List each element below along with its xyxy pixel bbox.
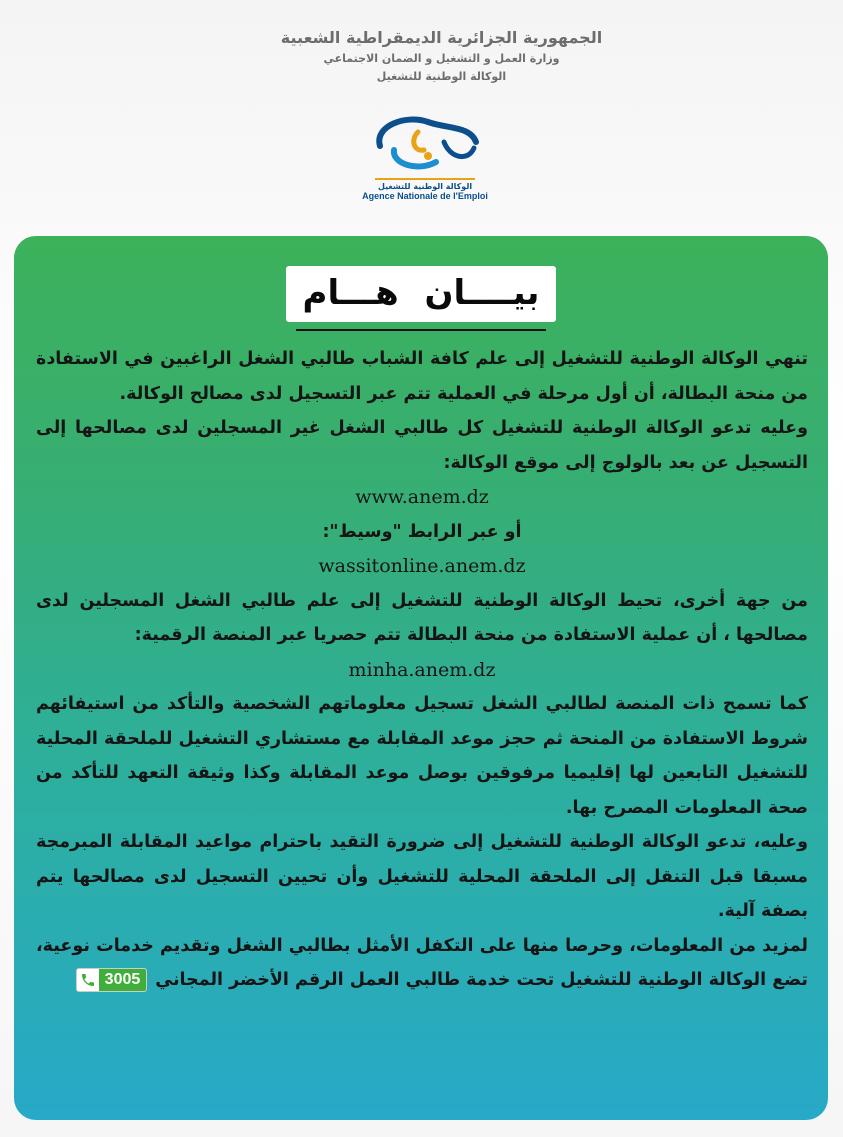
paragraph-3: أو عبر الرابط "وسيط": — [322, 521, 522, 542]
agency-name: الوكالة الوطنية للتشغيل — [376, 70, 507, 83]
anem-logo-mark — [366, 112, 484, 176]
announcement-panel — [14, 236, 828, 1120]
republic-name: الجمهورية الجزائرية الديمقراطية الشعبية — [280, 28, 603, 47]
paragraph-2: وعليه تدعو الوكالة الوطنية للتشغيل كل طالبي الشغل غير المسجلين لدى مصالحها إلى التسجيل عن بعد بالولوج إلى موقع الوكالة: — [36, 418, 808, 473]
announcement-body — [36, 342, 808, 998]
ministry-header — [0, 26, 843, 86]
ministry-name: وزارة العمل و التشغيل و الضمان الاجتماعي — [323, 52, 560, 65]
logo-french-name: Agence Nationale de l'Emploi — [362, 191, 488, 201]
paragraph-7 — [36, 929, 808, 998]
green-number: 3005 — [99, 969, 147, 991]
link-minha[interactable]: minha.anem.dz — [348, 658, 496, 681]
paragraph-4: من جهة أخرى، تحيط الوكالة الوطنية للتشغيل إلى علم طالبي الشغل المسجلين لدى مصالحها ، أن عملية الاستفادة من منحة البطالة تتم حصريا عبر المنصة الرقمية: — [36, 590, 808, 645]
link-wassit[interactable]: wassitonline.anem.dz — [318, 555, 526, 577]
title-underline — [296, 329, 546, 331]
paragraph-1: تنهي الوكالة الوطنية للتشغيل إلى علم كافة الشباب طالبي الشغل الراغبين في الاستفادة من منحة البطالة، أن أول مرحلة في العملية تتم عبر التسجيل لدى مصالح الوكالة. — [36, 349, 808, 404]
logo-divider — [375, 178, 475, 180]
phone-icon — [77, 969, 99, 991]
paragraph-6: وعليه، تدعو الوكالة الوطنية للتشغيل إلى ضرورة التقيد باحترام مواعيد المقابلة المبرمجة مسبقا قبل التنقل إلى الملحقة المحلية للتشغيل وأن تحيين التسجيل لدى مصالحها يتم بصفة آلية. — [36, 832, 808, 921]
anem-logo — [360, 112, 490, 222]
paragraph-5: كما تسمح ذات المنصة لطالبي الشغل تسجيل معلوماتهم الشخصية والتأكد من استيفائهم شروط الاستفادة من المنحة ثم حجز موعد المقابلة مع مستشاري التشغيل للملحقة المحلية للتشغيل التابعين لها إقليميا مرفوقين بوصل موعد المقابلة وكذا وثيقة التعهد للتأكد من صحة المعلومات المصرح بها. — [36, 694, 808, 818]
green-number-badge[interactable] — [76, 968, 148, 992]
logo-arabic-name: الوكالة الوطنية للتشغيل — [377, 182, 473, 191]
paragraph-7-text: لمزيد من المعلومات، وحرصا منها على التكفل الأمثل بطالبي الشغل وتقديم خدمات نوعية، تضع الوكالة الوطنية للتشغيل تحت خدمة طالبي العمل الرقم الأخضر المجاني — [36, 935, 808, 990]
link-anem[interactable]: www.anem.dz — [355, 486, 489, 508]
announcement-title: بيــــان هـــام — [302, 273, 540, 313]
title-box — [286, 266, 556, 322]
